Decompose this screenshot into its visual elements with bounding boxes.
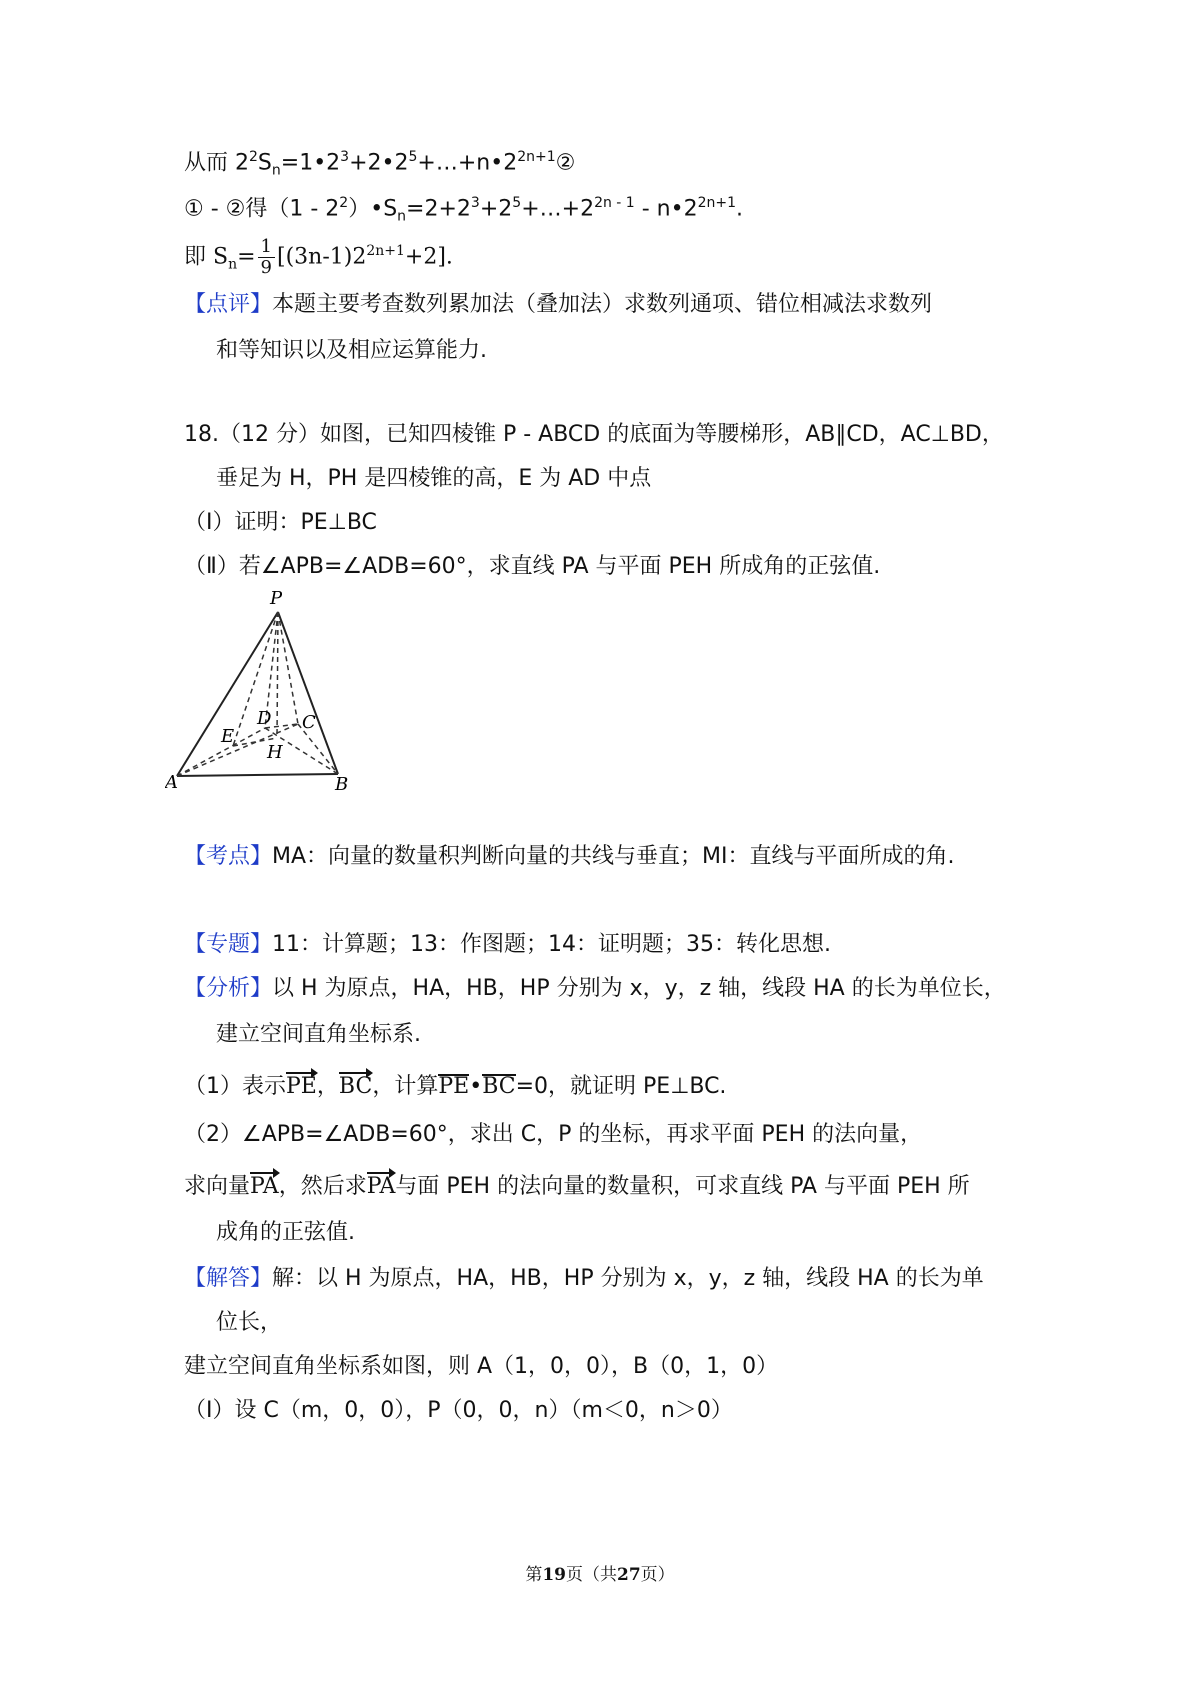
sup: 2: [249, 149, 258, 165]
equation-line-3: [184, 236, 453, 280]
text: 与面 PEH 的法向量的数量积，可求直线 PA 与平面 PEH 所: [395, 1174, 970, 1199]
text: ②: [555, 150, 576, 176]
sup: 2n - 1: [594, 195, 635, 211]
overline-BC: BC: [482, 1074, 516, 1099]
sup: 5: [408, 149, 418, 165]
sup: 2n+1: [697, 195, 736, 211]
jieda-tag: 【解答】: [184, 1266, 273, 1291]
equation-line-2: [184, 188, 743, 232]
dot: •: [469, 1074, 483, 1099]
text: +2: [479, 196, 513, 222]
numerator: 1: [258, 237, 275, 258]
sub: n: [397, 208, 407, 225]
text: 从而 2: [184, 150, 249, 176]
text: 第: [525, 1565, 543, 1585]
page-number: 19: [542, 1565, 566, 1585]
label-H: H: [267, 742, 283, 763]
text: 求向量: [184, 1174, 251, 1199]
label-C: C: [302, 712, 316, 733]
comment-tag: 【点评】: [184, 292, 273, 317]
fenxi-line-6: [216, 1218, 355, 1248]
text: ，然后求: [278, 1174, 367, 1199]
page-footer: [0, 1560, 1200, 1585]
total-pages: 27: [617, 1565, 641, 1585]
text: ① - ②得（1 - 2: [184, 196, 340, 222]
hidden-edges: [177, 612, 338, 776]
question-18-part-1: [184, 508, 377, 538]
question-18-part-2: [184, 552, 880, 582]
vector-PE: PE: [286, 1070, 317, 1102]
text: （1）表示: [184, 1074, 286, 1099]
text: 本题主要考查数列累加法（叠加法）求数列通项、错位相减法求数列: [272, 292, 933, 317]
overline-PE: PE: [438, 1074, 470, 1099]
jieda-line-2: [216, 1308, 282, 1338]
edge-PH: [277, 612, 278, 738]
pyramid-figure: [165, 588, 375, 798]
fenxi-line-2: [216, 1020, 421, 1050]
question-18-line-1: [184, 420, 1004, 450]
edge-PC: [278, 612, 298, 724]
denominator: 9: [260, 256, 272, 278]
text: 以 H 为原点，HA，HB，HP 分别为 x，y，z 轴，线段 HA 的长为单位长，: [272, 976, 1006, 1001]
label-P: P: [270, 588, 283, 609]
fraction: [258, 237, 275, 278]
text: =0，就证明 PE⊥BC.: [515, 1074, 727, 1099]
equation-line-1: [184, 142, 575, 186]
edge-PA: [177, 612, 278, 776]
text: +2•2: [349, 150, 409, 176]
text: 页）: [640, 1565, 675, 1585]
sup: 2: [339, 195, 349, 211]
vector-BC: BC: [339, 1070, 372, 1102]
fenxi-line-1: [184, 974, 1006, 1004]
text: （Ⅰ）设 C（m，0，0），P（0，0，n）（m＜0，n＞0）: [184, 1398, 733, 1423]
text: =2+2: [406, 196, 471, 222]
fenxi-line-5: [184, 1170, 970, 1202]
edge-AB: [177, 774, 338, 776]
sup: 2n+1: [517, 149, 556, 165]
zhuanti-tag: 【专题】: [184, 932, 273, 957]
comment-line-1: [184, 290, 932, 320]
kaodian-line: [184, 842, 955, 872]
vector-PA: PA: [250, 1170, 279, 1202]
text: ，计算: [372, 1074, 439, 1099]
text: +…+2: [521, 196, 595, 222]
sup: 3: [470, 195, 480, 211]
sup: 3: [340, 149, 350, 165]
text: 即 S: [184, 244, 229, 270]
label-B: B: [335, 774, 349, 795]
text: （2）∠APB=∠ADB=60°，求出 C，P 的坐标，再求平面 PEH 的法向量，: [184, 1122, 923, 1147]
text: +…+n•2: [417, 150, 518, 176]
text: 成角的正弦值.: [216, 1220, 355, 1245]
fenxi-line-4: [184, 1120, 922, 1150]
text: ，: [316, 1074, 339, 1099]
question-18-line-2: [216, 464, 651, 494]
text: ）•S: [348, 196, 398, 222]
fenxi-line-3: [184, 1070, 726, 1102]
text: 位长，: [216, 1310, 283, 1335]
text: 建立空间直角坐标系如图，则 A（1，0，0），B（0，1，0）: [184, 1354, 779, 1379]
text: 18.（12 分）如图，已知四棱锥 P - ABCD 的底面为等腰梯形，AB∥CD，AC⊥BD，: [184, 422, 1004, 447]
text: 解：以 H 为原点，HA，HB，HP 分别为 x，y，z 轴，线段 HA 的长为单: [272, 1266, 984, 1291]
comment-line-2: [216, 336, 487, 366]
text: +2].: [404, 244, 453, 270]
text: =1•2: [280, 150, 341, 176]
sub: n: [271, 162, 281, 179]
jieda-line-1: [184, 1264, 984, 1294]
text: MA：向量的数量积判断向量的共线与垂直；MI：直线与平面所成的角.: [272, 844, 955, 869]
text: （Ⅱ）若∠APB=∠ADB=60°，求直线 PA 与平面 PEH 所成角的正弦值.: [184, 554, 881, 579]
text: 垂足为 H，PH 是四棱锥的高，E 为 AD 中点: [216, 466, 652, 491]
text: =: [237, 244, 256, 270]
text: 建立空间直角坐标系.: [216, 1022, 421, 1047]
text: [(3n-1)2: [277, 244, 367, 270]
text: 11：计算题；13：作图题；14：证明题；35：转化思想.: [272, 932, 831, 957]
text: - n•2: [634, 196, 698, 222]
label-E: E: [221, 726, 235, 747]
jieda-line-4: [184, 1396, 733, 1426]
label-A: A: [165, 772, 178, 793]
label-D: D: [257, 708, 272, 729]
text: （Ⅰ）证明：PE⊥BC: [184, 510, 377, 535]
sup: 5: [512, 195, 522, 211]
text: S: [257, 150, 272, 176]
kaodian-tag: 【考点】: [184, 844, 273, 869]
fenxi-tag: 【分析】: [184, 976, 273, 1001]
jieda-line-3: [184, 1352, 778, 1382]
edge-PB: [278, 612, 338, 774]
text: 和等知识以及相应运算能力.: [216, 338, 487, 363]
text: .: [735, 196, 743, 222]
vector-PA: PA: [367, 1170, 396, 1202]
zhuanti-line: [184, 930, 831, 960]
sub: n: [228, 256, 238, 273]
sup: 2n+1: [366, 243, 405, 259]
text: 页（共: [566, 1565, 617, 1585]
